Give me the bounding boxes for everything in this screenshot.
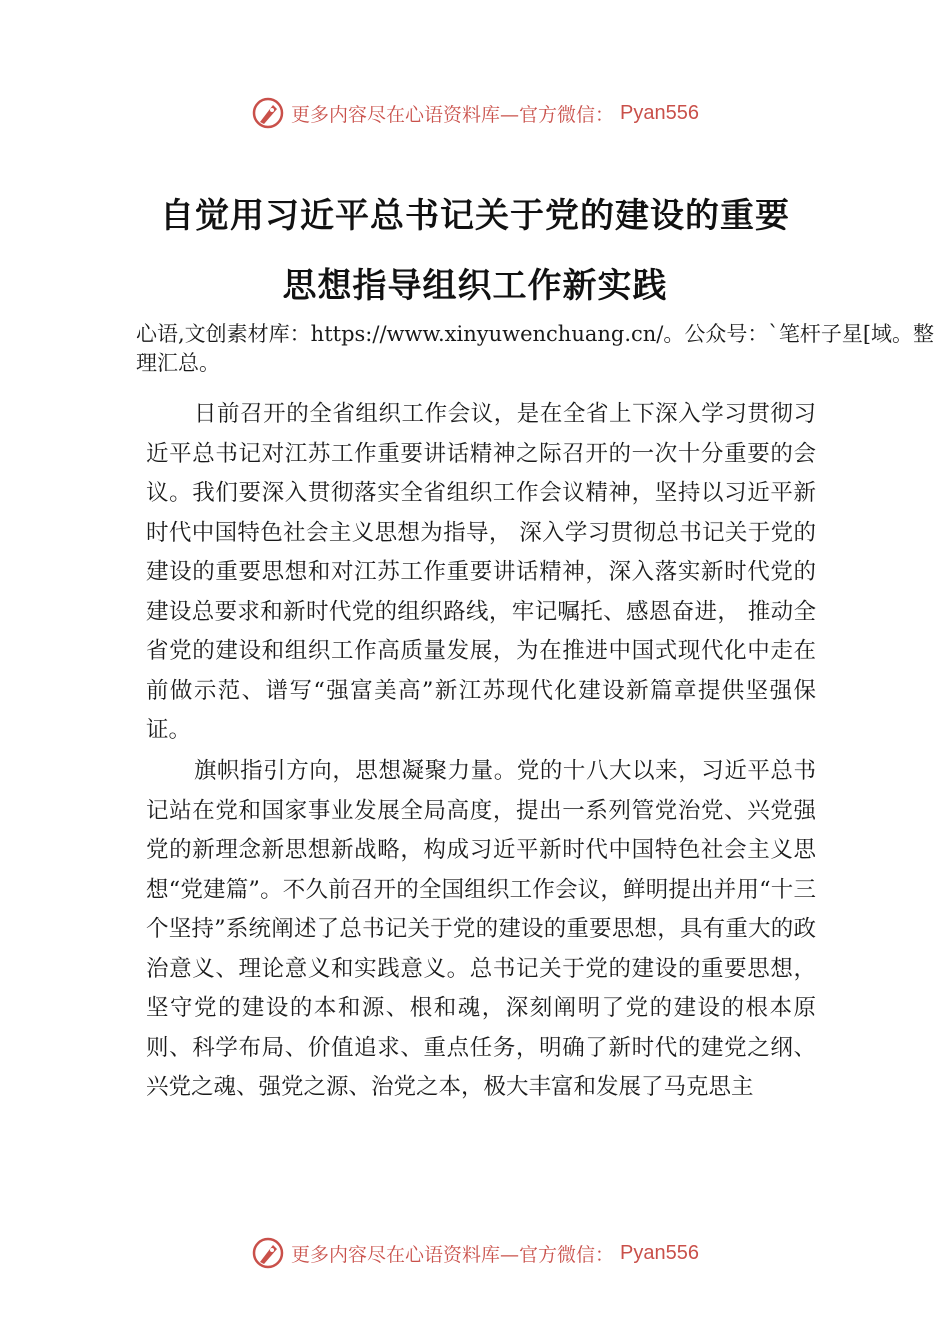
pen-nib-logo-icon [251, 96, 285, 130]
document-title-line-1: 自觉用习近平总书记关于党的建设的重要 [160, 196, 790, 236]
footer-banner-text: 更多内容尽在心语资料库—官方微信： [291, 1243, 615, 1266]
footer-wechat-handle: Pyan556 [620, 1241, 699, 1264]
banner-wechat-handle: Pyan556 [620, 101, 699, 124]
banner-text: 更多内容尽在心语资料库—官方微信： [291, 103, 615, 126]
header-banner [0, 96, 950, 130]
body-paragraph-2: 旗帜指引方向，思想凝聚力量。党的十八大以来，习近平总书记站在党和国家事业发展全局高度，提出一系列管党治党、兴党强党的新理念新思想新战略，构成习近平新时代中国特色社会主义思想“党建篇”。不久前召开的全国组织工作会议，鲜明提出并用“十三个坚持”系统阐述了总书记关于党的建设的重要思想，具有重大的政治意义、理论意义和实践意义。总书记关于党的建设的重要思想，坚守党的建设的本和源、根和魂，深刻阐明了党的建设的根本原则、科学布局、价值追求、重点任务，明确了新时代的建党之纲、兴党之魂、强党之源、治党之本，极大丰富和发展了马克思主 [146, 758, 816, 1100]
pen-nib-logo-icon [251, 1236, 285, 1270]
footer-banner [0, 1236, 950, 1270]
body-paragraph-1: 日前召开的全省组织工作会议，是在全省上下深入学习贯彻习近平总书记对江苏工作重要讲话精神之际召开的一次十分重要的会议。我们要深入贯彻落实全省组织工作会议精神，坚持以习近平新时代中国特色社会主义思想为指导， 深入学习贯彻总书记关于党的建设的重要思想和对江苏工作重要讲话精神，深入落实新时代党的建设总要求和新时代党的组织路线，牢记嘱托、感恩奋进， 推动全省党的建设和组织工作高质量发展，为在推进中国式现代化中走在前做示范、谱写“强富美高”新江苏现代化建设新篇章提供坚强保证。 [146, 401, 816, 743]
source-attribution: 心语,文创素材库：https://www.xinyuwenchuang.cn/。公众号：`笔杆子星[域。整理汇总。 [136, 322, 935, 375]
document-title-line-2: 思想指导组织工作新实践 [282, 266, 668, 306]
